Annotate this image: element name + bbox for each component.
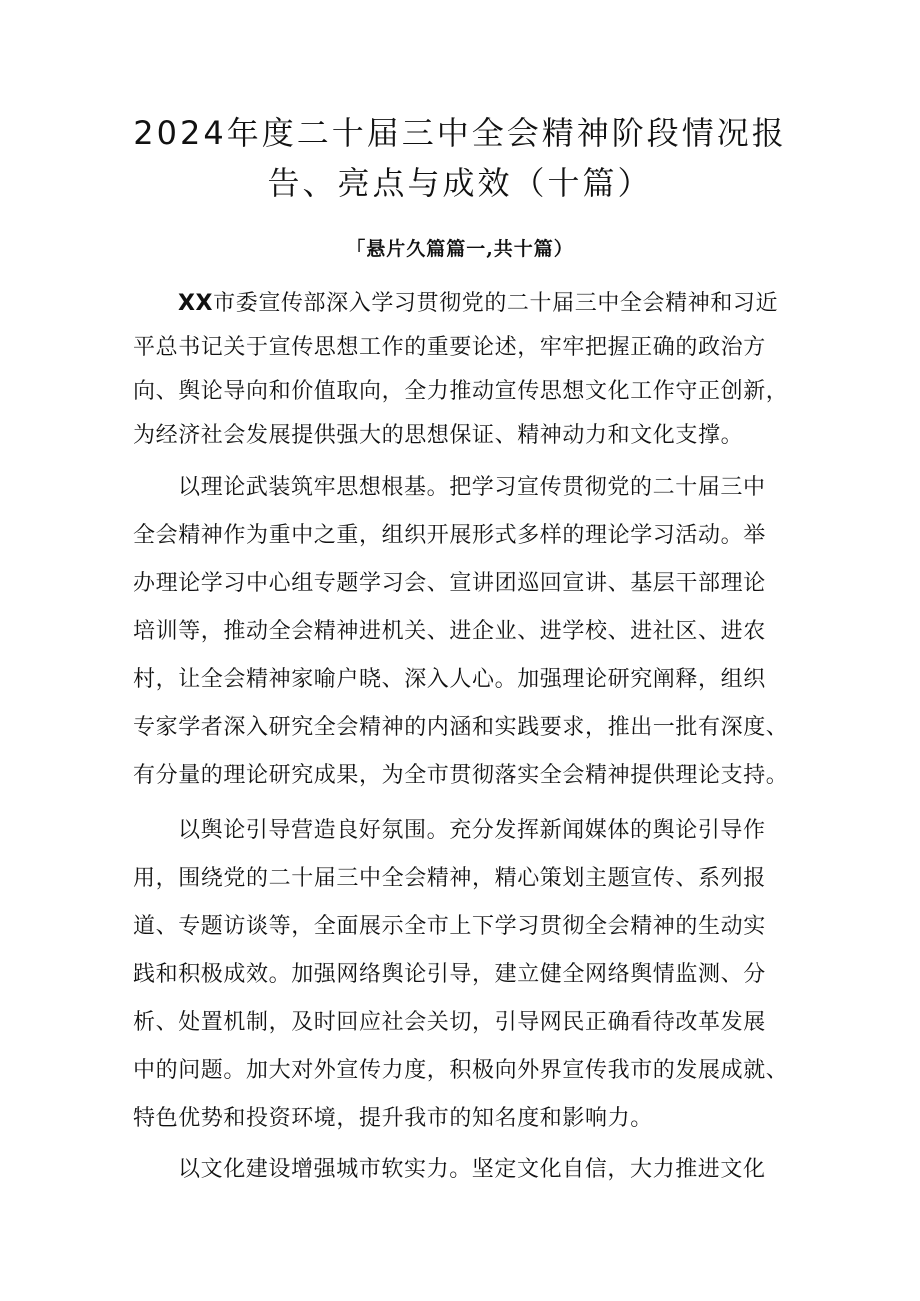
paragraph-2-line-5: 村，让全会精神家喻户晓、深入人心。加强理论研究阐释，组织 [133, 667, 766, 692]
paragraph-3-line-5: 析、处置机制，及时回应社会关切，引导网民正确看待改革发展 [133, 1010, 766, 1035]
paragraph-2-line-4: 培训等，推动全会精神进机关、进企业、进学校、进社区、进农 [133, 619, 766, 644]
paragraph-2-line-7: 有分量的理论研究成果，为全市贯彻落实全会精神提供理论支持。 [133, 763, 789, 788]
paragraph-3-line-1: 以舆论引导营造良好氛围。充分发挥新闻媒体的舆论引导作 [178, 818, 766, 843]
paragraph-2-line-2: 全会精神作为重中之重，组织开展形式多样的理论学习活动。举 [133, 523, 766, 548]
document-title-line-2: 告、亮点与成效（十篇） [267, 164, 653, 202]
document-subtitle: 「悬片久篇篇一,共十篇） [346, 238, 574, 260]
paragraph-3-line-6: 中的问题。加大对外宣传力度，积极向外界宣传我市的发展成就、 [133, 1058, 789, 1083]
paragraph-4-line-1: 以文化建设增强城市软实力。坚定文化自信，大力推进文化 [178, 1157, 766, 1182]
document-title-line-1: 2024年度二十届三中全会精神阶段情况报 [133, 114, 787, 152]
paragraph-1-line-2: 平总书记关于宣传思想工作的重要论述，牢牢把握正确的政治方 [133, 335, 766, 360]
paragraph-3-line-2: 用，围绕党的二十届三中全会精神，精心策划主题宣传、系列报 [133, 866, 766, 891]
paragraph-2-line-3: 办理论学习中心组专题学习会、宣讲团巡回宣讲、基层干部理论 [133, 571, 766, 596]
paragraph-1-line-4: 为经济社会发展提供强大的思想保证、精神动力和文化支撑。 [133, 423, 744, 448]
paragraph-2-line-6: 专家学者深入研究全会精神的内涵和实践要求，推出一批有深度、 [133, 715, 789, 740]
paragraph-3-line-7: 特色优势和投资环境，提升我市的知名度和影响力。 [133, 1106, 653, 1131]
paragraph-text: 市委宣传部深入学习贯彻党的二十届三中全会精神和习近 [213, 291, 779, 316]
placeholder-city-name: XX [178, 291, 214, 316]
paragraph-3-line-4: 践和积极成效。加强网络舆论引导，建立健全网络舆情监测、分 [133, 962, 766, 987]
paragraph-1-line-3: 向、舆论导向和价值取向，全力推动宣传思想文化工作守正创新， [133, 379, 789, 404]
paragraph-2-line-1: 以理论武装筑牢思想根基。把学习宣传贯彻党的二十届三中 [178, 475, 766, 500]
paragraph-1-line-1 [178, 286, 793, 322]
paragraph-3-line-3: 道、专题访谈等，全面展示全市上下学习贯彻全会精神的生动实 [133, 914, 766, 939]
